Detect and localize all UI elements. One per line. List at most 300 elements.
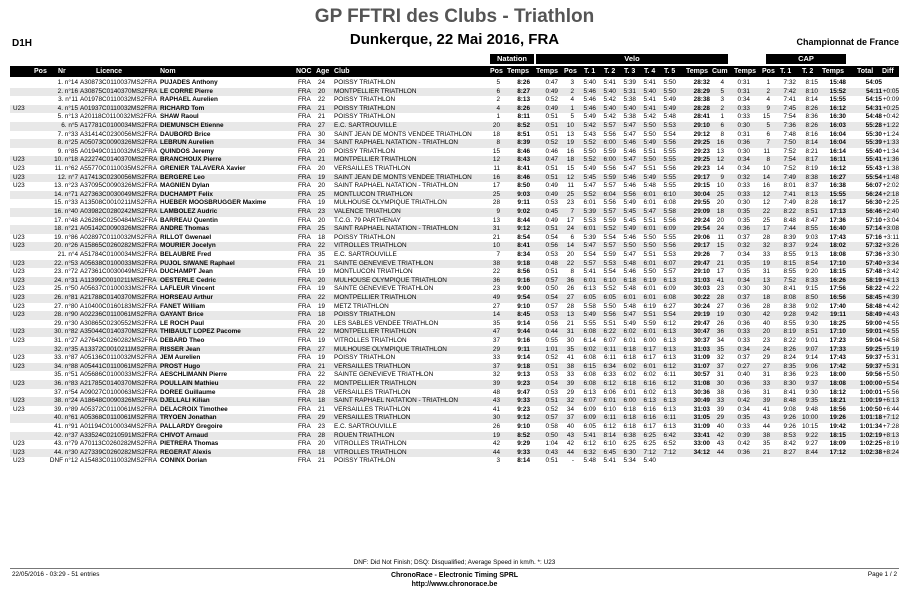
cell-cap-temps2: 18:21 [829,397,846,405]
cell-age: 21 [318,156,326,164]
cell-velo-pos: 17 [566,216,574,224]
cell-total: 54:11 [866,87,882,95]
cell-t2: 6:06 [603,388,616,396]
cell-t5: 5:56 [663,165,676,172]
cell-total: 57:16 [865,233,882,241]
cell-t1: 6:09 [583,405,596,413]
cell-t4: 6:25 [643,440,656,448]
table-row [10,423,899,432]
cell-velo-temps2: 30:04 [693,190,710,198]
cell-velo-temps: 0:49 [545,190,558,198]
cell-velo-temps2: 28:29 [693,87,710,95]
cell-pos-nr: 10. n°18 [54,156,78,164]
cell-t1: 6:14 [583,337,596,344]
table-row [10,389,899,398]
cell-diff: +4:43 [882,311,899,319]
cell-cap-temps: 0:34 [737,165,750,172]
cell-velo-temps: 0:54 [545,294,558,301]
cell-name: JEM Aurelien [160,354,201,362]
cell-club: SAINT RAPHAEL NATATION - TRIATHLON [334,225,459,233]
cell-diff: +8:24 [882,448,899,456]
cell-licence: A11399C0010211MS2FRA [80,276,157,284]
cell-velo-temps: 0:49 [545,87,558,95]
cell-t1: 6:08 [583,371,596,379]
table-row [10,371,899,380]
cell-total: 55:39 [865,139,882,147]
cell-pos-nr: 4. n°15 [57,104,78,112]
cell-t2: 6:22 [603,328,616,336]
cell-velo-pos: 41 [566,354,574,362]
cell-t4: 5:41 [643,104,656,112]
cell-name: LAMBOLEZ Audric [160,208,218,215]
cell-diff: +0:25 [882,104,899,112]
cell-age: 27 [318,122,326,129]
cell-pos-nr: 8. n°25 [57,139,78,147]
cell-velo-pos: 43 [566,431,574,439]
cell-velo-temps: 0:51 [545,268,558,276]
cell-velo-temps2: 29:17 [693,242,710,250]
cell-cap-t2: 9:06 [805,362,818,370]
cell-t4: 6:01 [643,259,656,267]
cell-nat-temps: 8:52 [517,122,530,129]
cell-nat-temps: 9:33 [517,448,530,456]
cell-t5: 6:11 [664,414,676,422]
col-velo-temps: Temps [536,68,559,75]
cell-cap-temps2: 16:56 [829,294,846,301]
cell-pos-nr: 22. n°53 [54,259,78,267]
cell-cap-t2: 8:47 [805,216,818,224]
cell-cap-t1: 7:42 [783,87,796,95]
cell-cap-temps2: 15:55 [829,96,846,104]
cell-cap-temps: 0:34 [737,276,750,284]
cell-pos-nr: 7. n°33 [57,130,78,138]
cell-nat-temps: 9:02 [517,208,530,215]
cell-t1: 6:02 [583,345,596,353]
cell-total: 1:00:00 [859,380,882,387]
cell-pos-nr: 33. n°87 [54,354,78,362]
table-row [10,432,899,441]
cell-cap-t1: 8:15 [783,259,796,267]
cell-total: 56:46 [865,208,882,215]
cell-t2: 6:11 [604,345,616,353]
cell-age: 20 [318,147,326,155]
cell-nat-pos: 29 [492,345,500,353]
cell-nat-pos: 20 [492,122,500,129]
cell-cap-temps: 0:37 [737,294,750,301]
cell-age: 22 [318,96,326,104]
cell-cum: 23 [716,285,724,293]
cell-cap-temps2: 18:56 [829,405,846,413]
cell-cap-t1: 7:52 [783,147,796,155]
cell-t3: 6:02 [623,371,636,379]
cell-cap-pos: 35 [762,440,770,448]
cell-name: LEBRUN Aurelien [160,139,214,147]
cell-licence: A05637C0100033MS2FRA [80,285,158,293]
cell-cum: 26 [716,319,724,327]
cell-t2: 5:57 [603,208,616,215]
cell-t5: 6:13 [663,397,676,405]
cell-diff: +3:30 [882,251,899,258]
cell-cap-t1: 8:01 [783,182,796,190]
cell-t4: 5:42 [643,113,656,121]
cell-velo-temps2: 30:03 [693,285,710,293]
cell-nat-pos: 18 [492,130,500,138]
cell-cum: 16 [716,139,724,147]
cell-cap-temps: 0:35 [737,414,750,422]
cell-pos-nr: 24. n°31 [54,276,78,284]
cell-diff: +3:08 [882,225,899,233]
cell-t5: 5:55 [663,233,676,241]
cell-total: 57:36 [865,251,882,258]
cell-t3: 5:49 [623,199,636,207]
cell-cap-t1: 8:41 [783,285,796,293]
cell-diff: +4:58 [882,337,899,344]
category-label: D1H [12,38,33,49]
cell-cap-t1: 7:32 [783,79,796,86]
col-total: Total [857,68,874,75]
cell-t4: 5:49 [643,139,656,147]
cell-licence: A09027C0100063MS2FRA [80,388,158,396]
cell-velo-temps2: 29:15 [693,182,710,190]
cell-nat-pos: 4 [496,104,500,112]
cell-cap-temps2: 16:12 [829,165,846,172]
table-row [10,131,899,140]
cell-total: 59:25 [865,345,882,353]
cell-t1: 5:46 [583,87,596,95]
cell-age: 28 [318,388,326,396]
cell-noc: FRA [298,311,311,319]
cell-diff: +1:38 [882,165,899,172]
cell-cap-temps: 0:30 [737,147,750,155]
cell-licence: A30873C0110037MS2FRA [80,79,157,86]
footer-url[interactable]: http://www.chronorace.be [411,581,498,588]
cell-cum: 31 [716,371,724,379]
cell-t4: 6:19 [643,276,656,284]
cell-cum: 39 [716,405,724,413]
cell-t1: 5:55 [583,319,596,327]
cell-velo-temps2: 30:36 [693,388,710,396]
cell-t1: 5:52 [583,190,596,198]
cell-licence: A17413C0230056MS2FRA [80,173,158,181]
cell-velo-temps: 0:49 [545,216,558,224]
cell-nat-pos: 3 [496,457,500,465]
cell-cap-t2: 8:37 [805,182,818,190]
table-row [10,294,899,303]
cell-t5: 5:55 [663,182,676,190]
cell-nat-pos: 26 [492,423,500,430]
cell-name: OESTERLE Cedric [160,276,217,284]
cell-cap-t1: 9:26 [783,423,796,430]
cell-t3: 6:18 [623,345,636,353]
cell-cap-pos: 38 [762,431,770,439]
cell-cap-temps2: 16:03 [829,122,846,129]
cell-cap-temps2: 16:12 [829,104,846,112]
cell-name: PROST Hugo [160,362,201,370]
cell-pos-nr: 35. n°51 [54,371,78,379]
cell-t1: 6:05 [583,294,596,301]
cell-noc: FRA [298,268,311,276]
cell-total: 59:00 [865,319,882,327]
cell-t1: 6:09 [583,414,596,422]
section-cap: CAP [766,54,846,64]
cell-nat-pos: 28 [492,199,500,207]
cell-cum: 20 [716,216,724,224]
cell-t2: 6:07 [603,337,616,344]
cell-club: E.C. SARTROUVILLE [334,122,397,129]
cell-cap-temps: 0:35 [737,259,750,267]
cell-t2: 5:57 [603,122,616,129]
cell-cap-temps2: 17:56 [829,285,846,293]
cell-nat-pos: 19 [492,431,500,439]
cell-t2: 6:34 [603,362,616,370]
cell-cap-temps: 0:30 [737,199,750,207]
cell-t4: 6:16 [643,414,656,422]
cell-total: 1:02:25 [859,440,882,448]
cell-licence: A70113C0260282MS2FRA [80,440,157,448]
table-row [10,148,899,157]
cell-velo-pos: 27 [566,294,574,301]
cell-t5: 6:13 [663,345,676,353]
cell-total: 58:48 [865,302,882,310]
cell-name: LE CORRE Pierre [160,87,213,95]
cell-cap-temps2: 18:09 [829,440,846,448]
cell-cap-t1: 7:44 [783,225,796,233]
cell-cap-t1: 7:54 [783,113,796,121]
cell-t4: 6:17 [643,423,656,430]
cell-t3: 5:49 [623,319,636,327]
cell-t1: 5:52 [583,139,596,147]
cell-cap-pos: 11 [763,147,770,155]
cell-name: BELAUBRE Fred [160,251,212,258]
cell-name: DJELLALI Kilian [160,397,210,405]
cell-name: HORSEAU Arthur [160,294,214,301]
cell-t2: 5:57 [603,242,616,250]
cell-velo-pos: 21 [566,319,574,327]
cell-name: FANET William [160,302,206,310]
cell-club: VERSAILLES TRIATHLON [334,388,411,396]
cell-velo-pos: 10 [566,122,574,129]
cell-t3: 5:46 [623,268,636,276]
cell-licence: A31414C0230056MS2FRA [80,130,158,138]
cell-cap-pos: 30 [762,285,770,293]
col-t2: T. 2 [604,68,616,75]
cell-t2: 6:00 [603,139,616,147]
cell-t5: 6:42 [663,431,676,439]
cell-licence: A17781C0100034MS2FRA [80,122,158,129]
cell-cum: 44 [716,448,724,456]
cell-cap-t2: 10:15 [802,423,818,430]
cell-t5: 5:56 [663,242,676,250]
cell-total: 1:00:19 [859,397,882,405]
cell-diff: +4:22 [882,285,899,293]
cell-cap-temps2: 16:30 [829,113,846,121]
cell-pos-nr: 26. n°81 [54,294,78,301]
cell-club: SAINT JEAN DE MONTS VENDEE TRIATHLON [334,130,472,138]
cell-cap-temps: 0:42 [737,397,750,405]
cell-t4: 5:41 [643,96,656,104]
cell-nat-pos: 41 [492,405,500,413]
cell-age: 21 [318,405,326,413]
cell-noc: FRA [298,190,311,198]
cell-cap-t2: 8:33 [805,276,818,284]
cell-cap-t1: 8:22 [783,208,796,215]
cell-cap-temps2: 17:12 [829,448,846,456]
cell-u23: U23 [13,242,25,250]
cell-u23: U23 [13,268,25,276]
cell-nat-temps: 9:33 [517,397,530,405]
cell-name: BRANCHOUX Pierre [160,156,222,164]
cell-t3: 5:48 [623,259,636,267]
table-row [10,354,899,363]
cell-pos-nr: 29. n°30 [54,319,78,327]
cell-velo-temps2: 28:32 [693,79,710,86]
cell-diff: +3:42 [882,268,899,276]
cell-cap-t2: 8:44 [805,448,818,456]
cell-t3: 5:46 [623,173,636,181]
cell-velo-temps: 0:51 [545,113,558,121]
cell-noc: FRA [298,208,311,215]
cell-licence: A10400C0160183MS2FRA [80,302,158,310]
cell-velo-temps2: 29:10 [693,268,710,276]
cell-age: 19 [318,302,326,310]
cell-club: MONTPELLIER TRIATHLON [334,87,417,95]
cell-cap-t2: 9:02 [805,302,818,310]
cell-t4: 6:01 [643,362,656,370]
cell-total: 57:32 [865,242,882,250]
cell-t5: 6:13 [663,405,676,413]
cell-t3: 5:47 [623,165,636,172]
cell-nat-temps: 8:26 [517,104,530,112]
cell-total: 58:45 [865,294,882,301]
cell-t3: 6:30 [623,448,636,456]
cell-total: 1:02:38 [859,448,882,456]
cell-t3: 6:25 [623,440,636,448]
cell-cap-t2: 9:42 [805,311,818,319]
cell-licence: A33524C0210591MS2FRA [80,431,158,439]
cell-t3: 6:38 [623,431,636,439]
cell-velo-temps2: 29:10 [693,122,710,129]
cell-nat-temps: 9:03 [517,190,530,198]
cell-velo-pos: 33 [566,371,574,379]
cell-cap-t2: 9:27 [805,440,818,448]
cell-diff: +1:34 [882,147,899,155]
cell-t4: 5:51 [643,216,656,224]
table-row [10,449,899,458]
cell-cap-temps: 0:33 [737,337,750,344]
cell-cum: 11 [717,233,724,241]
cell-cap-pos: 14 [762,173,770,181]
cell-t2: 6:11 [604,414,616,422]
cell-velo-pos: 4 [570,96,574,104]
cell-cap-temps2: 16:04 [829,139,846,147]
cell-t1: 5:40 [583,79,596,86]
cell-cum: 28 [716,294,724,301]
cell-t1: 6:12 [583,440,596,448]
cell-nat-pos: 14 [492,311,500,319]
cell-club: SAINT RAPHAEL NATATION - TRIATHLON [334,397,459,405]
cell-cap-t1: 8:55 [783,251,796,258]
cell-t1: 6:01 [583,276,596,284]
cell-cap-pos: 33 [762,251,770,258]
cell-age: 22 [318,371,326,379]
cell-cap-t1: 8:39 [783,233,796,241]
cell-cap-t1: 8:19 [783,328,796,336]
cell-age: 20 [318,165,326,172]
cell-t1: 6:32 [583,448,596,456]
cell-pos-nr: 34. n°88 [54,362,78,370]
cell-club: POISSY TRIATHLON [334,79,396,86]
cell-pos-nr: DNF n°12 [49,457,78,465]
cell-nat-temps: 9:16 [517,276,530,284]
cell-name: CHIVOT Arnaud [160,431,209,439]
col-club: Club [334,68,350,75]
cell-t4: 6:01 [643,199,656,207]
cell-pos-nr: 31. n°27 [54,337,78,344]
cell-nat-pos: 5 [496,79,500,86]
cell-cap-temps: 0:36 [737,380,750,387]
cell-u23: U23 [13,294,25,301]
cell-cap-temps2: 16:40 [829,225,846,233]
cell-t5: 5:48 [663,113,676,121]
cell-velo-pos: 8 [570,268,574,276]
cell-name: PUJOL SIWANE Raphael [160,259,235,267]
cell-t1: 5:39 [583,208,596,215]
cell-t5: 6:52 [663,440,676,448]
cell-velo-temps2: 30:57 [693,371,710,379]
cell-t5: 5:53 [663,122,676,129]
cell-t3: 6:01 [623,294,636,301]
cell-u23: U23 [13,182,25,190]
cell-t5: 6:13 [663,328,676,336]
cell-nat-pos: 7 [496,251,500,258]
cell-total: 54:15 [865,96,882,104]
cell-t2: 8:14 [603,431,616,439]
cell-noc: FRA [298,362,311,370]
col-diff: Diff [882,68,894,75]
cell-cum: 24 [716,225,724,233]
cell-t3: 5:47 [623,156,636,164]
cell-velo-temps: 0:51 [545,362,558,370]
cell-age: 21 [318,104,326,112]
cell-club: SAINTE GENEVIEVE TRIATHLON [334,285,434,293]
cell-t1: 5:46 [583,96,596,104]
cell-t3: 5:50 [623,242,636,250]
cell-t4: 5:49 [643,173,656,181]
cell-club: MONTPELLIER TRIATHLON [334,328,417,336]
cell-cap-t1: 9:26 [783,414,796,422]
cell-club: VERSAILLES TRIATHLON [334,165,411,172]
cell-t3: 5:34 [623,457,636,465]
cell-pos-nr: 1. n°14 [57,79,78,86]
cell-velo-temps: 0:51 [545,130,558,138]
cell-name: DAUBORD Brice [160,130,211,138]
cell-cap-pos: 21 [762,448,770,456]
cell-age: 19 [318,268,326,276]
cell-velo-pos: 24 [566,225,574,233]
cell-pos-nr: 9. n°85 [57,147,78,155]
cell-nat-pos: 1 [496,113,500,121]
table-row [10,217,899,226]
cell-cap-t2: 9:30 [805,388,818,396]
table-row [10,122,899,131]
cell-licence: A35044C0140370MS2FRA [80,328,158,336]
cell-cap-pos: 31 [762,371,770,379]
cell-nat-temps: 9:12 [517,225,530,233]
cell-cap-t2: 8:13 [805,190,818,198]
cell-velo-temps: 0:51 [545,225,558,233]
cell-velo-temps: 0:52 [545,354,558,362]
cell-cap-pos: 7 [766,139,770,147]
